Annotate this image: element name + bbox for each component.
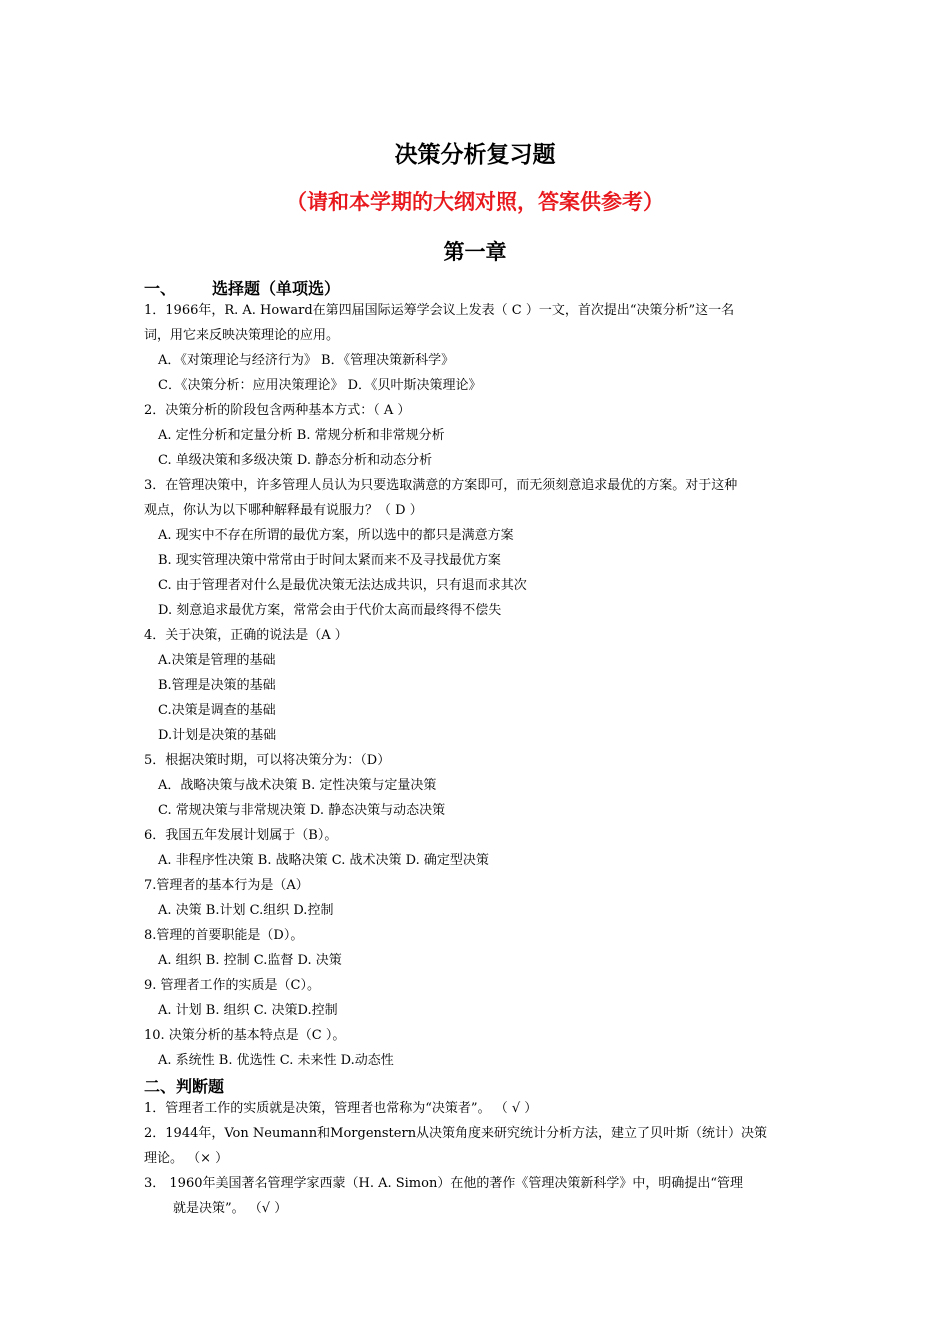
option-line: A. 决策 B.计划 C.组织 D.控制 bbox=[158, 903, 334, 918]
question-line: 7.管理者的基本行为是（A） bbox=[144, 878, 309, 893]
option-line: D.计划是决策的基础 bbox=[158, 728, 277, 743]
option-line: A．战略决策与战术决策 B. 定性决策与定量决策 bbox=[158, 778, 437, 793]
option-line: C.决策是调查的基础 bbox=[158, 703, 276, 718]
option-line: C. 由于管理者对什么是最优决策无法达成共识，只有退而求其次 bbox=[158, 578, 527, 593]
document-title: 决策分析复习题 bbox=[394, 142, 556, 168]
option-line: A. 非程序性决策 B. 战略决策 C. 战术决策 D. 确定型决策 bbox=[158, 853, 489, 868]
option-line: A.决策是管理的基础 bbox=[158, 653, 276, 668]
option-line: C. 常规决策与非常规决策 D. 静态决策与动态决策 bbox=[158, 803, 446, 818]
option-line: A. 计划 B. 组织 C. 决策D.控制 bbox=[158, 1003, 338, 1018]
question-line: 2．决策分析的阶段包含两种基本方式：（ A ） bbox=[144, 403, 411, 418]
option-line: C. 单级决策和多级决策 D. 静态分析和动态分析 bbox=[158, 453, 433, 468]
statement-line: 理论。 （× ） bbox=[144, 1151, 229, 1166]
option-line: C．《决策分析：应用决策理论》 D．《贝叶斯决策理论》 bbox=[158, 378, 482, 393]
option-line: A. 系统性 B. 优选性 C. 未来性 D.动态性 bbox=[158, 1053, 394, 1068]
question-line: 3．在管理决策中，许多管理人员认为只要选取满意的方案即可，而无须刻意追求最优的方案。对于这种 bbox=[144, 478, 738, 493]
question-line: 10. 决策分析的基本特点是（C ）。 bbox=[144, 1028, 346, 1043]
chapter-heading: 第一章 bbox=[443, 240, 507, 264]
question-line: 4．关于决策，正确的说法是（A ） bbox=[144, 628, 348, 643]
option-line: B. 现实管理决策中常常由于时间太紧而来不及寻找最优方案 bbox=[158, 553, 501, 568]
statement-line: 2．1944年，Von Neumann和Morgenstern从决策角度来研究统计分析方法，建立了贝叶斯（统计）决策 bbox=[144, 1126, 768, 1141]
option-line: A. 现实中不存在所谓的最优方案，所以选中的都只是满意方案 bbox=[158, 528, 514, 543]
question-line: 9. 管理者工作的实质是（C）。 bbox=[144, 978, 320, 993]
question-line: 8.管理的首要职能是（D）。 bbox=[144, 928, 304, 943]
section-number: 一、 bbox=[144, 279, 177, 298]
statement-line: 就是决策”。 （√ ） bbox=[173, 1201, 288, 1216]
option-line: A．《对策理论与经济行为》 B．《管理决策新科学》 bbox=[158, 353, 455, 368]
section-heading-choice bbox=[144, 276, 340, 299]
question-line: 1．1966年，R. A. Howard在第四届国际运筹学会议上发表（ C ）一文，首次提出“决策分析”这一名 bbox=[144, 303, 735, 318]
question-line: 词，用它来反映决策理论的应用。 bbox=[144, 328, 340, 343]
question-line: 观点，你认为以下哪种解释最有说服力？（ D ） bbox=[144, 503, 423, 518]
statement-line: 1．管理者工作的实质就是决策，管理者也常称为“决策者”。 （ √ ） bbox=[144, 1101, 538, 1116]
option-line: A. 组织 B. 控制 C.监督 D. 决策 bbox=[158, 953, 342, 968]
statement-line: 3． 1960年美国著名管理学家西蒙（H. A. Simon）在他的著作《管理决策新科学》中，明确提出“管理 bbox=[144, 1176, 743, 1191]
option-line: D. 刻意追求最优方案，常常会由于代价太高而最终得不偿失 bbox=[158, 603, 502, 618]
document-subtitle: （请和本学期的大纲对照，答案供参考） bbox=[286, 190, 664, 214]
section-title: 选择题（单项选） bbox=[212, 279, 341, 298]
option-line: A. 定性分析和定量分析 B. 常规分析和非常规分析 bbox=[158, 428, 445, 443]
section-heading-judgement: 二、判断题 bbox=[144, 1077, 225, 1096]
question-line: 5．根据决策时期，可以将决策分为：（D） bbox=[144, 753, 391, 768]
question-line: 6．我国五年发展计划属于（B）。 bbox=[144, 828, 338, 843]
option-line: B.管理是决策的基础 bbox=[158, 678, 276, 693]
